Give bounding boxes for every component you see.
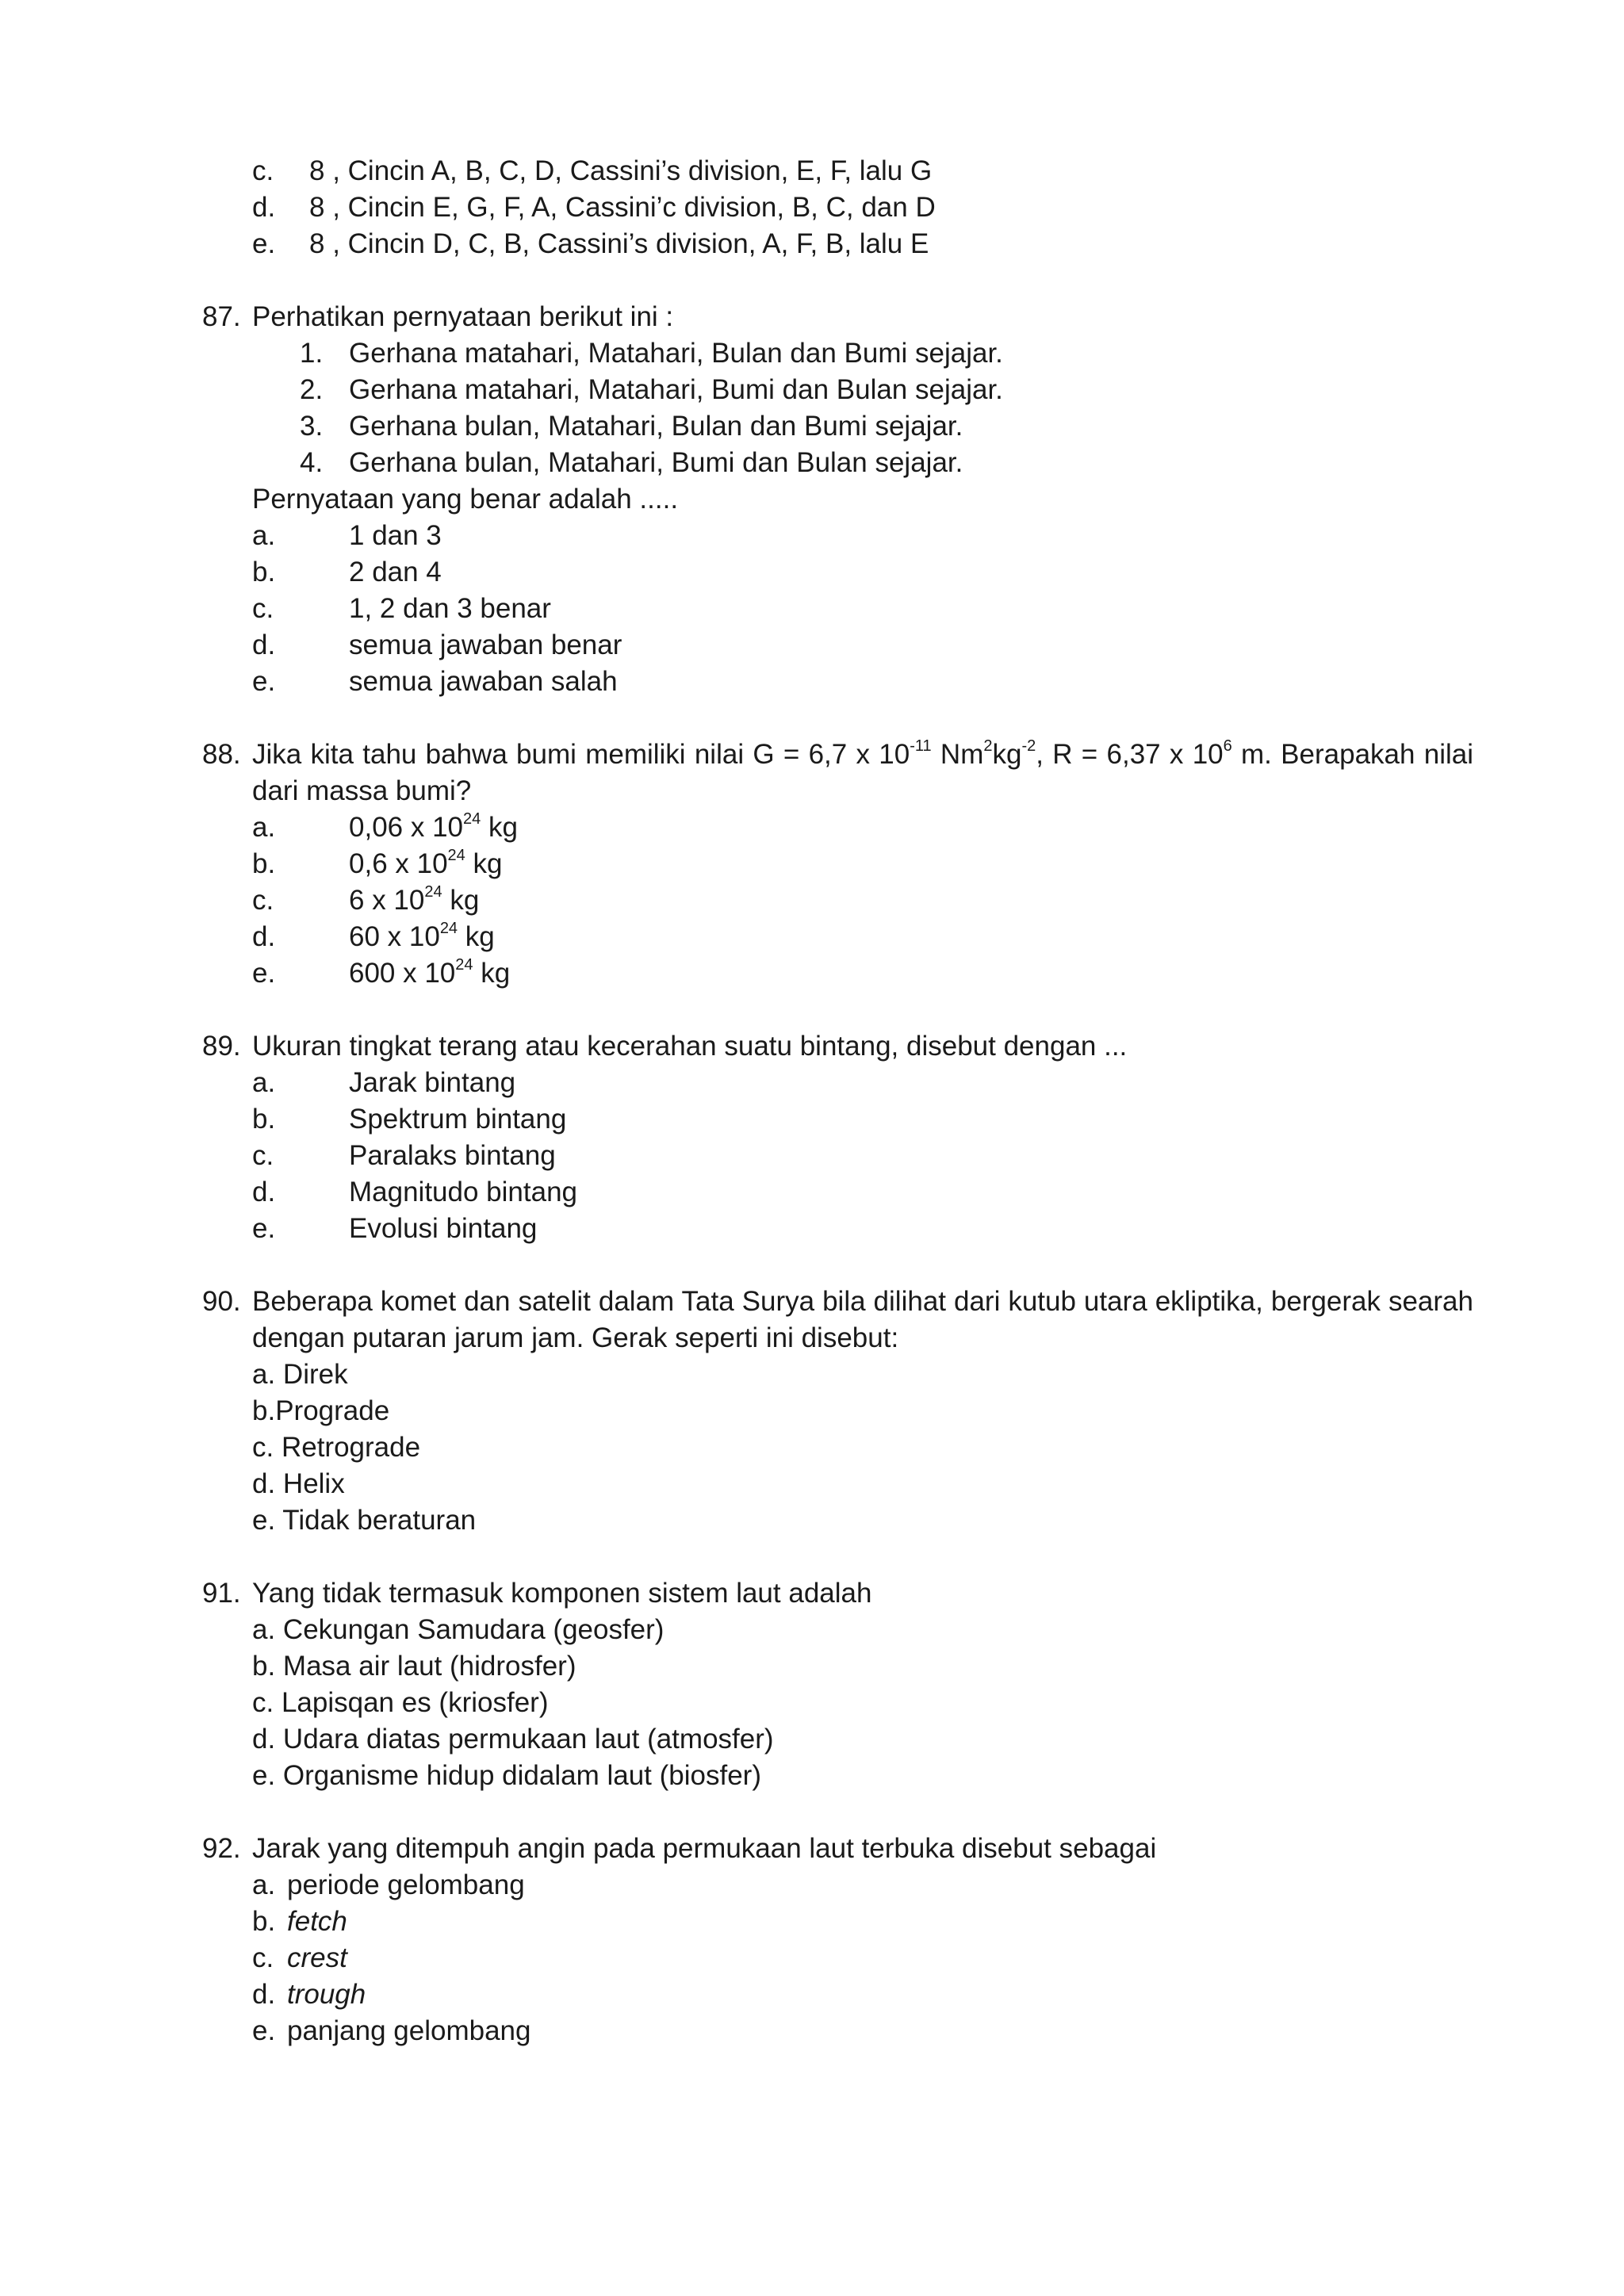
option-letter: e. [252,666,276,697]
option-letter: d. [252,629,276,660]
option: d. Helix [252,1468,345,1499]
text-part: m. Berapakah nilai [1231,739,1473,770]
option: b.Prograde [252,1395,390,1426]
statement-number: 3. [300,411,324,442]
option: b. Masa air laut (hidrosfer) [252,1651,576,1682]
option-letter: b. [252,1104,276,1135]
question-text: Perhatikan pernyataan berikut ini : [252,301,674,332]
option: a. Cekungan Samudara (geosfer) [252,1614,665,1645]
option-letter: b. [252,848,276,879]
option-letter: c. [252,885,274,916]
option: e. Organisme hidup didalam laut (biosfer) [252,1760,761,1791]
option-text: Paralaks bintang [349,1140,556,1171]
question-number: 90. [202,1286,241,1317]
superscript: 6 [1223,737,1232,756]
option-text: 8 , Cincin D, C, B, Cassini’s division, A, F, B, lalu E [309,228,929,259]
superscript: 2 [983,737,993,756]
option-text: 0,6 x $10^{24}$ kg [349,847,503,879]
option-letter: e. [252,1213,276,1244]
question-text-line-2: dari massa bumi? [252,775,472,806]
option-letter: e. [252,2015,276,2046]
option: d. Udara diatas permukaan laut (atmosfer) [252,1724,774,1755]
statement-text: Gerhana matahari, Matahari, Bulan dan Bumi sejajar. [349,338,1003,369]
question-number: 88. [202,739,241,770]
statement-number: 1. [300,338,324,369]
option-text: 8 , Cincin E, G, F, A, Cassini’c division, B, C, dan D [309,192,936,223]
option-text: 2 dan 4 [349,557,442,587]
question-text: Ukuran tingkat terang atau kecerahan suatu bintang, disebut dengan ... [252,1031,1128,1062]
option-letter: d. [252,1177,276,1207]
option-letter: d. [252,921,276,952]
text-part: Nm [931,739,984,770]
statement-text: Gerhana bulan, Matahari, Bulan dan Bumi sejajar. [349,411,963,442]
option-letter: a. [252,1869,276,1900]
option: c. Retrograde [252,1432,421,1463]
statement-number: 4. [300,447,324,478]
question-number: 89. [202,1031,241,1062]
option-text: Spektrum bintang [349,1104,567,1135]
question-number: 87. [202,301,241,332]
option-text: fetch [287,1906,347,1937]
statement-number: 2. [300,374,324,405]
option: c. Lapisqan es (kriosfer) [252,1687,549,1718]
option-text: Magnitudo bintang [349,1177,577,1207]
option-letter: a. [252,812,276,843]
option-text: 8 , Cincin A, B, C, D, Cassini’s division, E, F, lalu G [309,155,933,186]
option-text: Evolusi bintang [349,1213,538,1244]
question-number: 92. [202,1833,241,1864]
option-letter: c. [252,1140,274,1171]
option-letter: a. [252,520,276,551]
option-text: 60 x $10^{24}$ kg [349,920,495,952]
option-text: crest [287,1942,347,1973]
option-letter: c. [252,155,274,186]
option-letter: b. [252,557,276,587]
text-part: Jika kita tahu bahwa bumi memiliki nilai G = 6,7 x 10 [252,739,910,770]
option: e. Tidak beraturan [252,1505,477,1536]
option-letter: a. [252,1067,276,1098]
question-text: Jarak yang ditempuh angin pada permukaan laut terbuka disebut sebagai [252,1833,1157,1864]
option-letter: e. [252,958,276,989]
option-text: 600 x $10^{24}$ kg [349,956,511,989]
text-part: kg [992,739,1022,770]
option-text: 0,06 x $10^{24}$ kg [349,810,518,843]
option-text: panjang gelombang [287,2015,531,2046]
option-text: 1 dan 3 [349,520,442,551]
question-text-line-1 [252,737,1473,773]
option-text: Jarak bintang [349,1067,516,1098]
option-letter: d. [252,192,276,223]
option-text: semua jawaban benar [349,629,622,660]
question-prompt: Pernyataan yang benar adalah ..... [252,484,679,515]
option-text: periode gelombang [287,1869,525,1900]
statement-text: Gerhana matahari, Matahari, Bumi dan Bulan sejajar. [349,374,1003,405]
option-text: 6 x $10^{24}$ kg [349,883,480,916]
option-letter: c. [252,593,274,624]
option-letter: d. [252,1979,276,2010]
text-part: , R = 6,37 x 10 [1036,739,1224,770]
option-text: trough [287,1979,366,2010]
option-text: semua jawaban salah [349,666,618,697]
question-text-line-1: Beberapa komet dan satelit dalam Tata Surya bila dilihat dari kutub utara ekliptika, bergerak searah [252,1286,1473,1317]
question-text-line-2: dengan putaran jarum jam. Gerak seperti ini disebut: [252,1322,899,1353]
statement-text: Gerhana bulan, Matahari, Bumi dan Bulan sejajar. [349,447,963,478]
superscript: -2 [1021,737,1036,756]
option: a. Direk [252,1359,348,1390]
question-number: 91. [202,1578,241,1609]
question-text: Yang tidak termasuk komponen sistem laut adalah [252,1578,872,1609]
option-letter: e. [252,228,276,259]
option-letter: c. [252,1942,274,1973]
option-letter: b. [252,1906,276,1937]
option-text: 1, 2 dan 3 benar [349,593,551,624]
superscript: -11 [910,737,932,756]
